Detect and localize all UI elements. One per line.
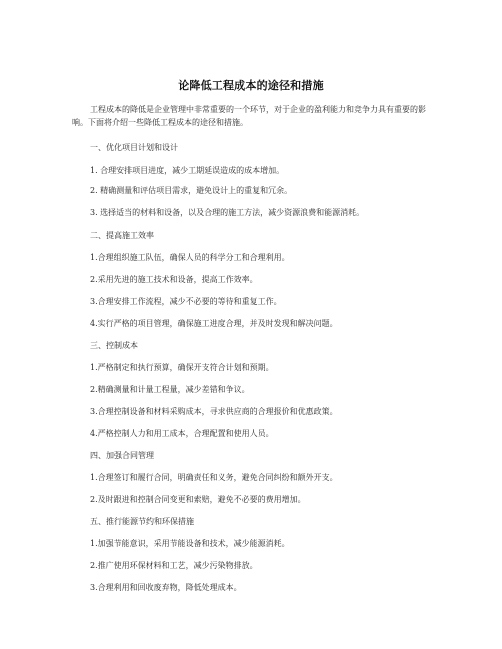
list-item: 3.合理控制设备和材料采购成本，寻求供应商的合理报价和优惠政策。: [90, 407, 338, 416]
list-item: 3. 选择适当的材料和设备，以及合理的施工方法，减少资源浪费和能源消耗。: [90, 208, 365, 217]
list-item: 2.采用先进的施工技术和设备，提高工作效率。: [90, 275, 258, 284]
list-item: 2.及时跟进和控制合同变更和索赔，避免不必要的费用增加。: [90, 495, 306, 504]
list-item: 2. 精确测量和评估项目需求，避免设计上的重复和冗余。: [90, 186, 293, 195]
document-title: 论降低工程成本的途径和措施: [178, 79, 324, 92]
list-item: 4.严格控制人力和用工成本，合理配置和使用人员。: [90, 429, 274, 438]
list-item: 4.实行严格的项目管理，确保施工进度合理，并及时发现和解决问题。: [90, 319, 338, 328]
list-item: 3.合理利用和回收废弃物，降低处理成本。: [90, 583, 242, 592]
section-heading: 二、提高施工效率: [90, 231, 154, 240]
list-item: 1.合理签订和履行合同，明确责任和义务，避免合同纠纷和额外开支。: [90, 473, 338, 482]
section-heading: 五、推行能源节约和环保措施: [90, 517, 194, 526]
list-item: 2.精确测量和计量工程量，减少差错和争议。: [90, 385, 250, 394]
list-item: 1. 合理安排项目进度，减少工期延误造成的成本增加。: [90, 166, 285, 175]
list-item: 1.合理组织施工队伍，确保人员的科学分工和合理利用。: [90, 253, 290, 262]
list-item: 1.加强节能意识，采用节能设备和技术，减少能源消耗。: [90, 539, 290, 548]
list-item: 2.推广使用环保材料和工艺，减少污染物排放。: [90, 561, 258, 570]
section-heading: 四、加强合同管理: [90, 451, 154, 460]
section-heading: 一、优化项目计划和设计: [90, 143, 178, 152]
list-item: 3.合理安排工作流程，减少不必要的等待和重复工作。: [90, 297, 282, 306]
list-item: 1.严格制定和执行预算，确保开支符合计划和预期。: [90, 363, 274, 372]
intro-paragraph: 工程成本的降低是企业管理中非常重要的一个环节，对于企业的盈利能力和竞争力具有重要的影响。下面将介绍一些降低工程成本的途径和措施。: [72, 105, 426, 127]
section-heading: 三、控制成本: [90, 341, 138, 350]
